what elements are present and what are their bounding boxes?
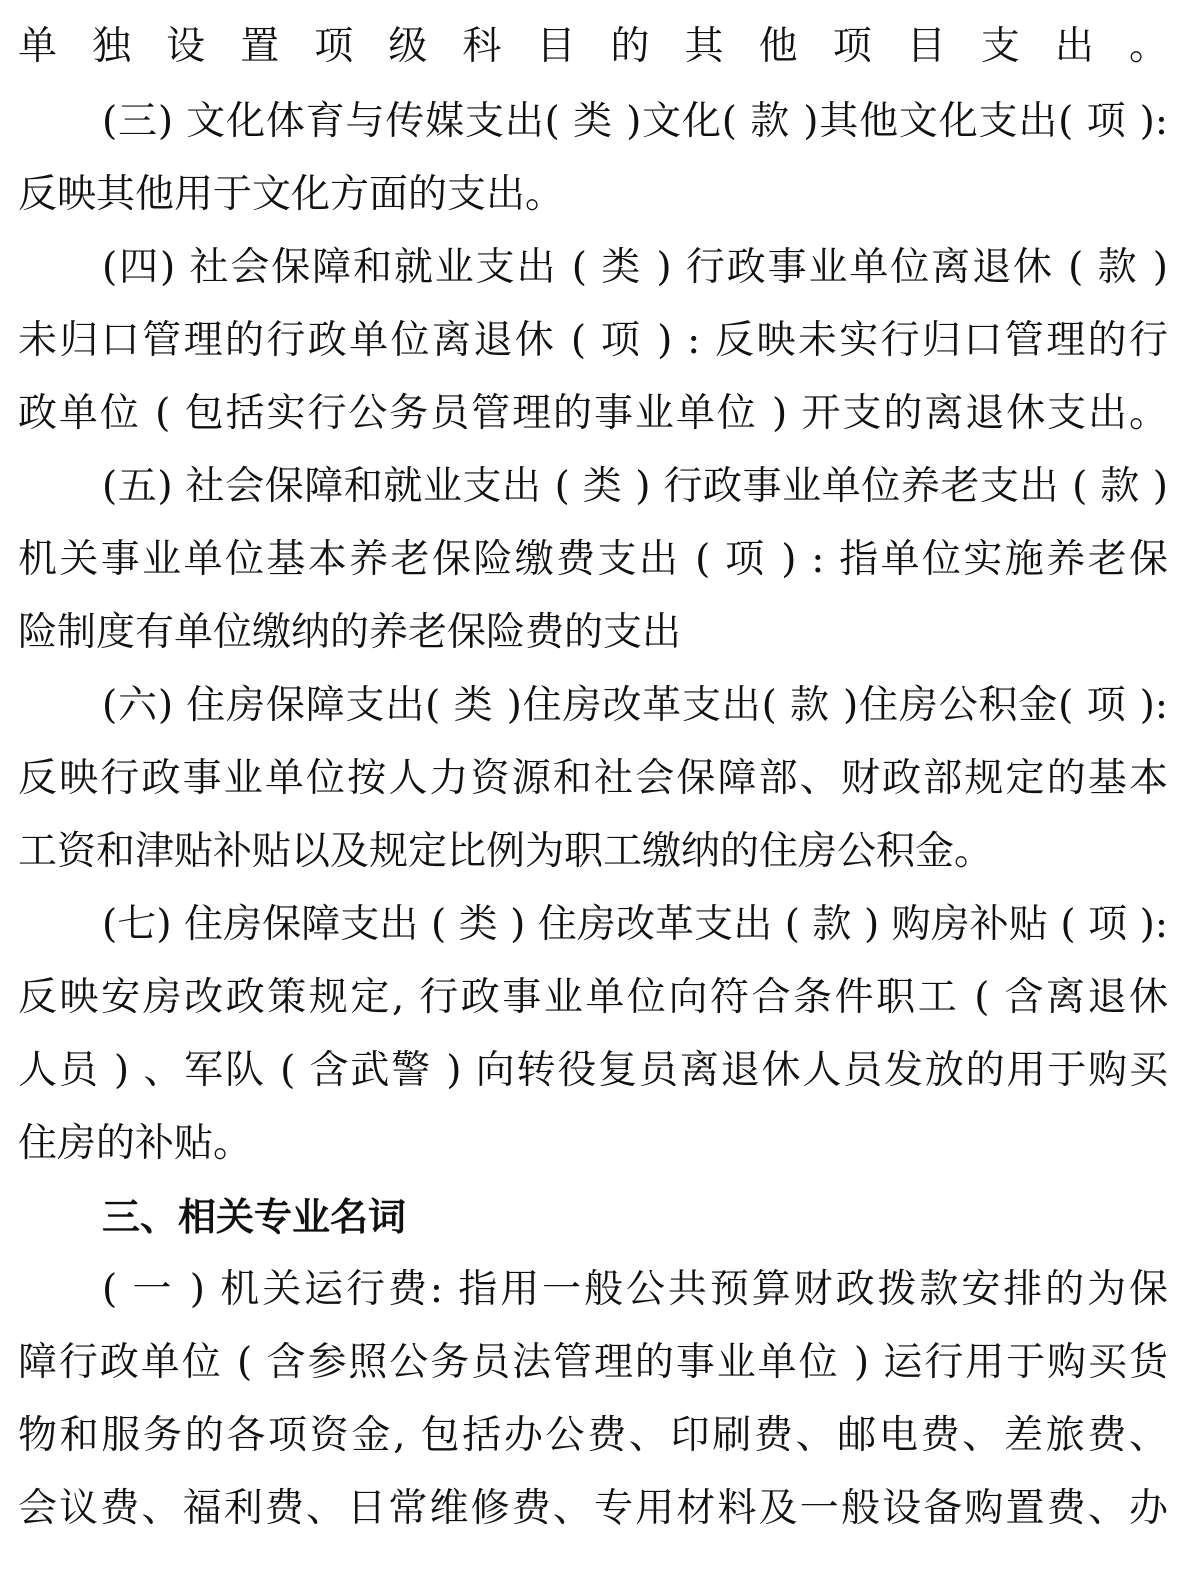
paragraph-4-line-3: 政单位 ( 包括实行公务员管理的事业单位 ) 开支的离退休支出。: [18, 391, 1168, 436]
paragraph-6-line-2: 反映行政事业单位按人力资源和社会保障部、财政部规定的基本: [18, 756, 1168, 801]
paragraph-8-line-3: 物和服务的各项资金, 包括办公费、印刷费、邮电费、差旅费、: [18, 1413, 1168, 1458]
paragraph-4-line-1: (四) 社会保障和就业支出 ( 类 ) 行政事业单位离退休 ( 款 ): [102, 245, 1168, 290]
paragraph-8-line-2: 障行政单位 ( 含参照公务员法管理的事业单位 ) 运行用于购买货: [18, 1340, 1168, 1385]
paragraph-6-line-1: (六) 住房保障支出( 类 )住房改革支出( 款 )住房公积金( 项 ):: [102, 683, 1168, 728]
paragraph-5-line-1: (五) 社会保障和就业支出 ( 类 ) 行政事业单位养老支出 ( 款 ): [102, 464, 1168, 509]
paragraph-8-line-1: ( 一 ) 机关运行费: 指用一般公共预算财政拨款安排的为保: [102, 1267, 1168, 1312]
paragraph-7-line-3: 人员 ) 、军队 ( 含武警 ) 向转役复员离退休人员发放的用于购买: [18, 1048, 1168, 1093]
paragraph-3-line-2: 反映其他用于文化方面的支出。: [18, 172, 565, 217]
paragraph-3-line-1: (三) 文化体育与传媒支出( 类 )文化( 款 )其他文化支出( 项 ):: [102, 99, 1168, 144]
paragraph-8-line-4: 会议费、福利费、日常维修费、专用材料及一般设备购置费、办: [18, 1486, 1168, 1531]
section-heading: 三、相关专业名词: [102, 1195, 407, 1239]
paragraph-7-line-2: 反映安房改政策规定, 行政事业单位向符合条件职工 ( 含离退休: [18, 975, 1168, 1020]
paragraph-6-line-3: 工资和津贴补贴以及规定比例为职工缴纳的住房公积金。: [18, 829, 994, 874]
paragraph-5-line-2: 机关事业单位基本养老保险缴费支出 ( 项 ) : 指单位实施养老保: [18, 537, 1168, 582]
paragraph-7-line-1: (七) 住房保障支出 ( 类 ) 住房改革支出 ( 款 ) 购房补贴 ( 项 ):: [102, 902, 1168, 947]
paragraph-7-line-4: 住房的补贴。: [18, 1121, 253, 1166]
paragraph-5-line-3: 险制度有单位缴纳的养老保险费的支出: [18, 610, 682, 655]
paragraph-4-line-2: 未归口管理的行政单位离退休 ( 项 ) : 反映未实行归口管理的行: [18, 318, 1168, 363]
text-line: 单独设置项级科目的其他项目支出。: [18, 24, 1168, 69]
